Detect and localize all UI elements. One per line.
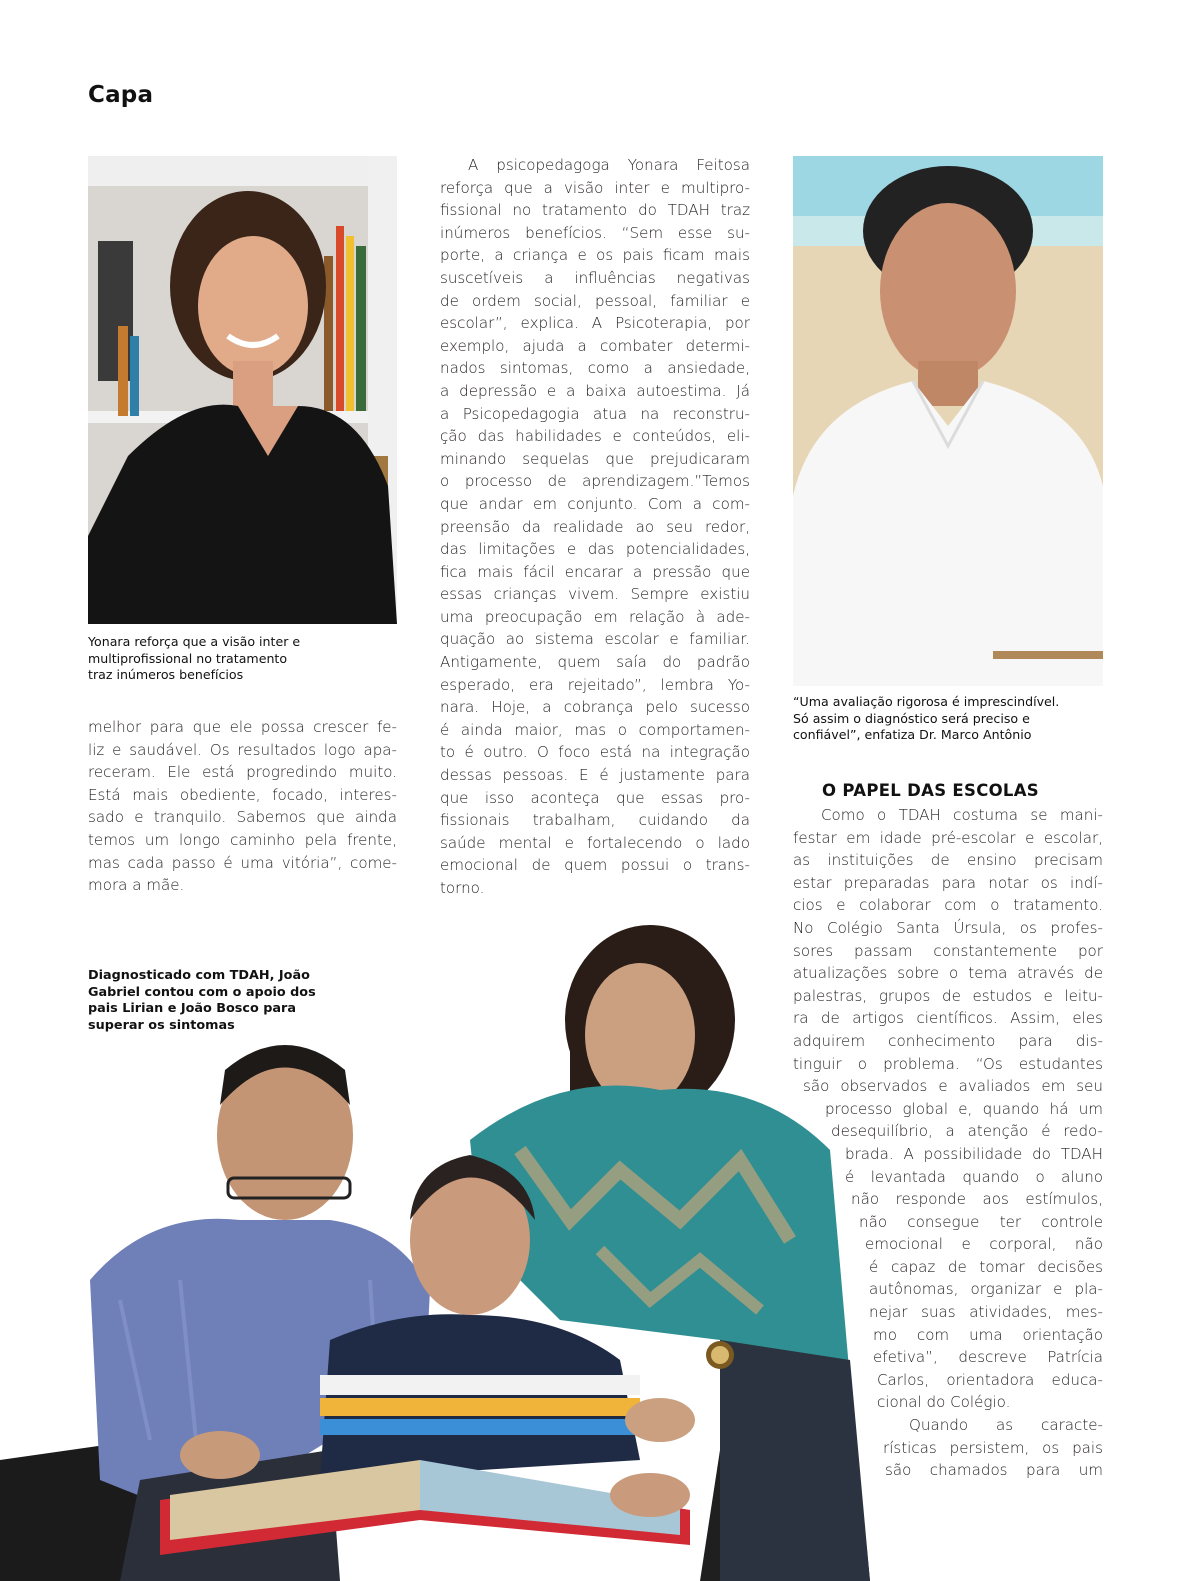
text-line: preensão da realidade ao seu redor, [440,517,750,536]
text-line: cional do Colégio. [877,1393,1011,1412]
text-line: é ainda maior, mas o comportamen- [440,720,750,739]
text-line: dessas pessoas. E é justamente para [440,766,750,785]
text-line: Está mais obediente, focado, interes- [88,785,397,804]
text-line: fissionais trabalham, cuidando da [440,811,750,830]
text-line: atualizações sobre o tema através de [793,964,1103,983]
text-line: emocional e corporal, não [865,1235,1103,1254]
text-line: são chamados para um [885,1461,1103,1480]
text-line: mora a mãe. [88,876,185,895]
text-line: saúde mental e fortalecendo o lado [440,833,750,852]
text-line: Quando as caracte- [909,1416,1103,1435]
text-line: não consegue ter controle [859,1212,1103,1231]
text-line: melhor para que ele possa crescer fe- [88,718,397,736]
caption-line: pais Lirian e João Bosco para [88,1001,296,1016]
text-line: fissional no tratamento do TDAH traz [440,201,750,220]
caption-line: “Uma avaliação rigorosa é imprescindível. [793,694,1060,709]
text-line: emocional de quem possui o trans- [440,856,750,875]
caption-line: confiável”, enfatiza Dr. Marco Antônio [793,727,1032,742]
text-line: sores passam constantemente por [793,941,1103,960]
photo-family [0,920,870,1581]
text-line: palestras, grupos de estudos e leitu- [793,986,1103,1005]
text-line: processo global e, quando há um [825,1099,1103,1118]
text-line: brada. A possibilidade do TDAH [845,1144,1103,1163]
text-line: cios e colaborar com o tratamento. [793,896,1103,915]
text-line: quação ao sistema escolar e familiar. [440,630,750,649]
text-line: efetiva”, descreve Patrícia [873,1348,1103,1367]
text-line: inúmeros benefícios. “Sem esse su- [440,223,750,242]
text-line: Como o TDAH costuma se mani- [821,806,1103,824]
caption-yonara [88,634,388,684]
text-line: o processo de aprendizagem.”Temos [440,472,750,491]
caption-line: traz inúmeros benefícios [88,667,244,682]
text-line: essas crianças vivem. Sempre existiu [440,585,750,604]
text-line: a depressão e a baixa autoestima. Já [440,381,750,400]
text-line: nejar suas atividades, mes- [869,1303,1103,1322]
text-line: Carlos, orientadora educa- [877,1370,1103,1389]
text-line: desequilíbrio, a atenção é redo- [831,1122,1103,1141]
text-line: exemplo, ajuda a combater determi- [440,336,750,355]
text-line: esperado, era rejeitado”, lembra Yo- [440,675,750,694]
photo-marco [793,156,1103,686]
caption-line: multiprofissional no tratamento [88,650,288,666]
text-line: das limitações e das potencialidades, [440,540,750,559]
text-line: sado e tranquilo. Sabemos que ainda [88,808,397,827]
text-line: to é outro. O foco está na integração [440,743,750,762]
text-line: são observados e avaliados em seu [803,1077,1103,1096]
text-line: é levantada quando o aluno [845,1167,1103,1186]
text-line: é capaz de tomar decisões [869,1257,1103,1276]
text-line: Antigamente, quem saía do padrão [440,653,750,672]
caption-line: Só assim o diagnóstico será preciso e [793,710,1030,726]
text-line: temos um longo caminho pela frente, [88,830,397,849]
text-line: festar em idade pré-escolar e escolar, [793,828,1103,847]
text-line: ção das habilidades e conteúdos, eli- [440,427,750,446]
text-line: torno. [440,879,485,897]
caption-line: Gabriel contou com o apoio dos [88,984,316,1000]
text-line: nados sintomas, como a ansiedade, [440,359,750,378]
text-line: minando sequelas que prejudicaram [440,449,750,468]
section-heading: O PAPEL DAS ESCOLAS [822,781,1039,800]
caption-line: Yonara reforça que a visão inter e [88,634,301,649]
text-line: A psicopedagoga Yonara Feitosa [468,156,750,174]
text-line: rísticas persistem, os pais [883,1438,1103,1457]
text-line: adquirem conhecimento para dis- [793,1031,1103,1050]
text-line: a Psicopedagogia atua na reconstru- [440,404,750,423]
text-line: ra de artigos científicos. Assim, eles [793,1009,1103,1028]
text-line: nara. Hoje, a cobrança pelo sucesso [440,698,750,717]
text-line: de ordem social, pessoal, familiar e [440,291,750,310]
column-1-text [88,716,397,897]
text-line: mo com uma orientação [873,1325,1103,1344]
text-line: escolar”, explica. A Psicoterapia, por [440,314,750,333]
text-line: estar preparadas para notar os indí- [793,873,1103,892]
caption-marco [793,694,1103,744]
text-line: porte, a criança e os pais ficam mais [440,246,750,265]
text-line: autônomas, organizar e pla- [869,1280,1103,1299]
column-2-text [440,154,750,900]
text-line: No Colégio Santa Úrsula, os profes- [793,918,1103,937]
text-line: uma preocupação em relação à ade- [440,607,750,626]
caption-line: Diagnosticado com TDAH, João [88,968,310,983]
text-line: liz e saudável. Os resultados logo apa- [88,740,397,759]
text-line: as instituições de ensino precisam [793,851,1103,870]
text-line: que andar em conjunto. Com a com- [440,494,750,513]
caption-line: superar os sintomas [88,1017,235,1033]
text-line: mas cada passo é uma vitória”, come- [88,853,397,872]
text-line: reforça que a visão inter e multipro- [440,178,750,197]
photo-yonara [88,156,397,624]
text-line: não responde aos estímulos, [851,1190,1103,1209]
text-line: fica mais fácil encarar a pressão que [440,562,750,581]
text-line: suscetíveis a influências negativas [440,268,750,287]
text-line: receram. Ele está progredindo muito. [88,763,397,782]
section-label: Capa [88,82,154,108]
text-line: que isso aconteça que essas pro- [440,788,750,807]
text-line: tinguir o problema. “Os estudantes [793,1054,1103,1073]
